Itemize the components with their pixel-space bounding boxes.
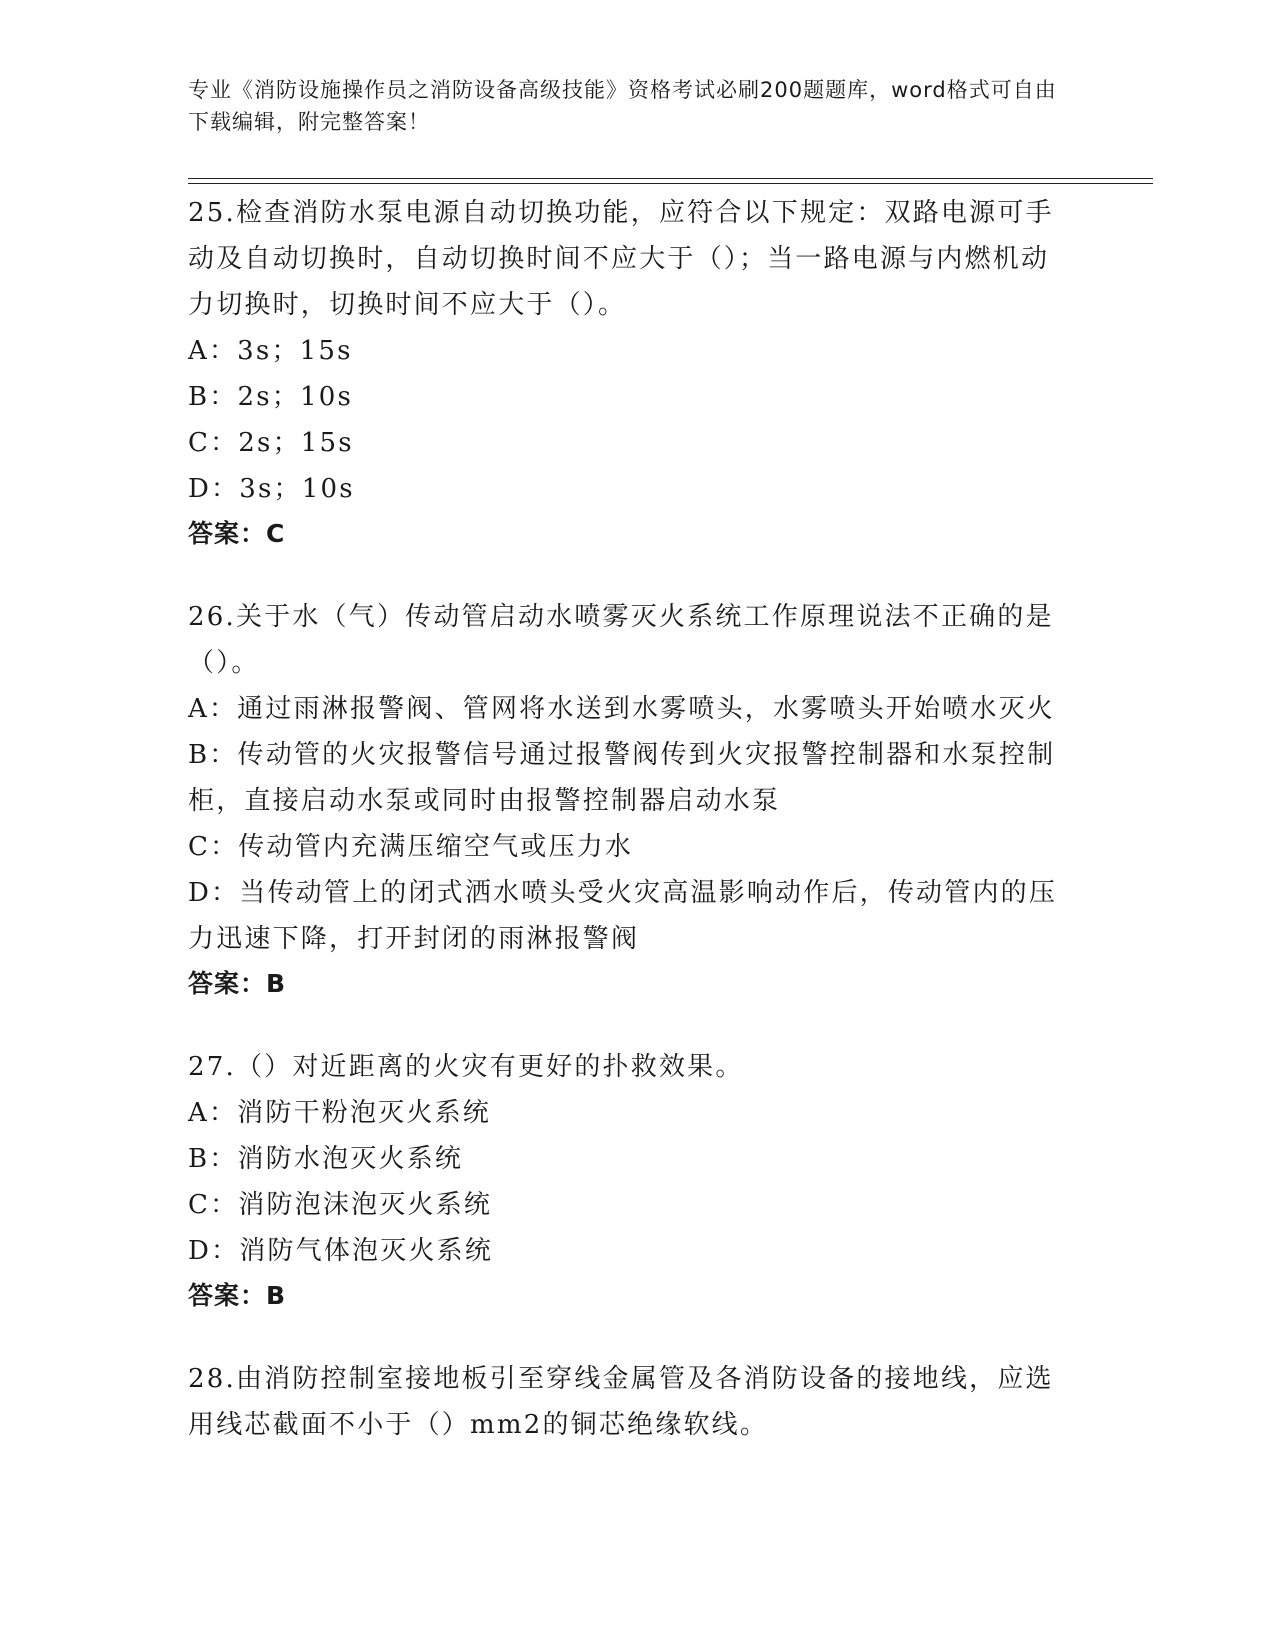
question-28 [188,1356,1068,1448]
option-a: A：消防干粉泡灭火系统 [188,1098,491,1128]
question-stem: 25.检查消防水泵电源自动切换功能，应符合以下规定：双路电源可手动及自动切换时，自动切换时间不应大于（）；当一路电源与内燃机动力切换时，切换时间不应大于（）。 [188,198,1054,320]
option-b: B：传动管的火灾报警信号通过报警阀传到火灾报警控制器和水泵控制柜，直接启动水泵或同时由报警控制器启动水泵 [188,740,1056,816]
header-rule-top [188,178,1153,179]
question-25 [188,190,1068,556]
header-rule-bottom [188,183,1153,184]
option-a: A：3s；15s [188,336,353,366]
option-b: B：2s；10s [188,382,354,412]
question-stem: 27.（）对近距离的火灾有更好的扑救效果。 [188,1052,744,1082]
option-b: B：消防水泡灭火系统 [188,1144,464,1174]
option-d: D：消防气体泡灭火系统 [188,1236,494,1266]
question-27 [188,1044,1068,1318]
option-c: C：2s；15s [188,428,354,458]
answer-line: 答案：B [188,1281,287,1310]
document-header: 专业《消防设施操作员之消防设备高级技能》资格考试必刷200题题库，word格式可自由下载编辑，附完整答案！ [188,78,1057,134]
option-a: A：通过雨淋报警阀、管网将水送到水雾喷头，水雾喷头开始喷水灭火 [188,694,1055,724]
option-c: C：传动管内充满压缩空气或压力水 [188,832,634,862]
question-stem: 26.关于水（气）传动管启动水喷雾灭火系统工作原理说法不正确的是（）。 [188,602,1054,678]
question-stem: 28.由消防控制室接地板引至穿线金属管及各消防设备的接地线，应选用线芯截面不小于（）mm2的铜芯绝缘软线。 [188,1364,1054,1440]
question-list [188,190,1068,1486]
option-d: D：3s；10s [188,474,355,504]
question-26 [188,594,1068,1006]
answer-line: 答案：C [188,519,286,548]
option-c: C：消防泡沫泡灭火系统 [188,1190,493,1220]
option-d: D：当传动管上的闭式洒水喷头受火灾高温影响动作后，传动管内的压力迅速下降，打开封闭的雨淋报警阀 [188,878,1058,954]
answer-line: 答案：B [188,969,287,998]
